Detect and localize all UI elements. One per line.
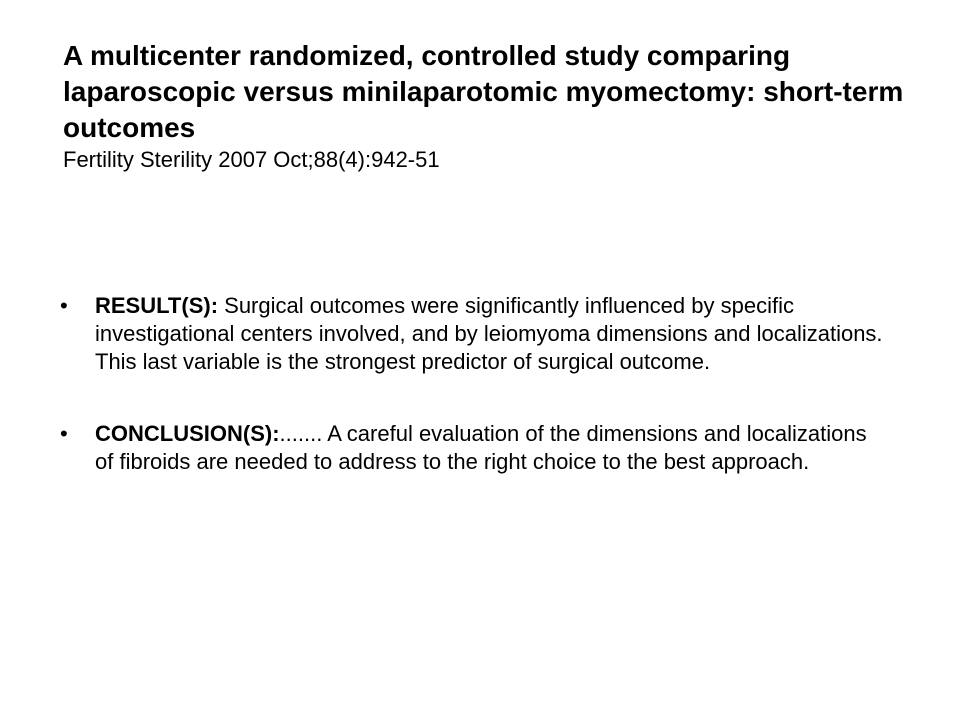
citation: Fertility Sterility 2007 Oct;88(4):942-51 bbox=[63, 147, 440, 172]
title-block bbox=[63, 38, 923, 174]
slide-title: A multicenter randomized, controlled study comparing laparoscopic versus minilaparotomic myomectomy: short-term outcomes bbox=[63, 40, 904, 143]
result-label: RESULT(S): bbox=[95, 293, 219, 318]
bullet-result bbox=[60, 292, 890, 376]
conclusion-label: CONCLUSION(S): bbox=[95, 421, 280, 446]
result-text: Surgical outcomes were significantly influenced by specific investigational centers involved, and by leiomyoma dimensions and localizations. This last variable is the strongest predictor of surgical outcome. bbox=[95, 293, 883, 374]
bullet-marker: • bbox=[60, 421, 68, 446]
bullet-list bbox=[60, 292, 890, 520]
bullet-conclusion bbox=[60, 420, 890, 476]
bullet-marker: • bbox=[60, 293, 68, 318]
conclusion-text: ....... A careful evaluation of the dimensions and localizations of fibroids are needed to address to the right choice to the best approach. bbox=[95, 421, 867, 474]
